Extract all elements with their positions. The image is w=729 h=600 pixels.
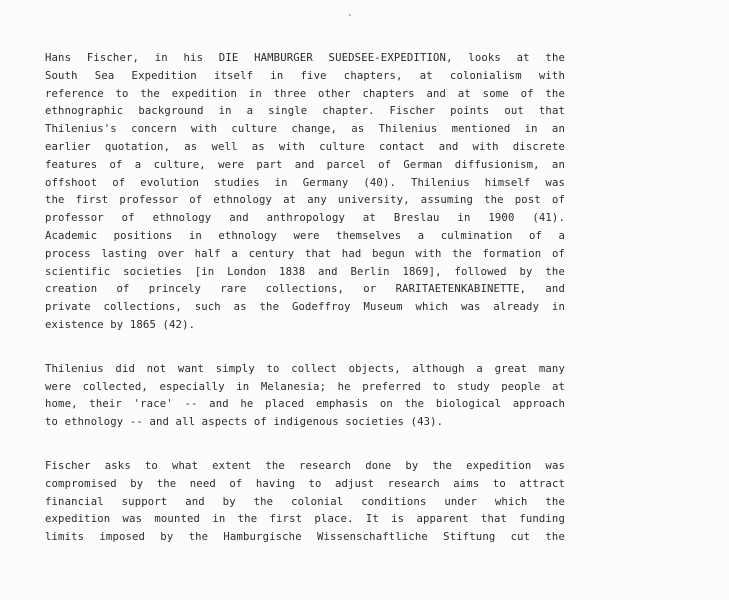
text-line: private collections, such as the Godeffroy Museum which was already in xyxy=(45,301,565,314)
text-line: professor of ethnology and anthropology at Breslau in 1900 (41). xyxy=(45,212,565,225)
document-page xyxy=(45,50,565,573)
scan-speck xyxy=(349,14,351,16)
text-line: expedition was mounted in the first place. It is apparent that funding xyxy=(45,513,565,526)
text-line: existence by 1865 (42). xyxy=(45,318,196,331)
text-line: Thilenius's concern with culture change, as Thilenius mentioned in an xyxy=(45,123,565,136)
text-line: Hans Fischer, in his DIE HAMBURGER SUEDSEE-EXPEDITION, looks at the xyxy=(45,52,565,64)
text-line: Fischer asks to what extent the research done by the expedition was xyxy=(45,459,565,472)
text-line: offshoot of evolution studies in Germany (40). Thilenius himself was xyxy=(45,176,565,189)
text-line: compromised by the need of having to adjust research aims to attract xyxy=(45,477,565,490)
text-line: reference to the expedition in three other chapters and at some of the xyxy=(45,87,565,100)
text-line: were collected, especially in Melanesia; he preferred to study people at xyxy=(45,380,565,393)
text-line: home, their 'race' -- and he placed emphasis on the biological approach xyxy=(45,398,565,411)
paragraph-2 xyxy=(45,361,565,432)
text-line: Thilenius did not want simply to collect objects, although a great many xyxy=(45,362,565,375)
paragraph-1 xyxy=(45,50,565,335)
text-line: to ethnology -- and all aspects of indigenous societies (43). xyxy=(45,416,444,429)
text-line: limits imposed by the Hamburgische Wissenschaftliche Stiftung cut the xyxy=(45,531,565,544)
text-line: earlier quotation, as well as with culture contact and with discrete xyxy=(45,140,565,153)
text-line: South Sea Expedition itself in five chapters, at colonialism with xyxy=(45,69,565,82)
text-line: creation of princely rare collections, or RARITAETENKABINETTE, and xyxy=(45,283,565,296)
text-line: scientific societies [in London 1838 and Berlin 1869], followed by the xyxy=(45,265,565,278)
text-line: ethnographic background in a single chapter. Fischer points out that xyxy=(45,105,565,118)
paragraph-3 xyxy=(45,458,565,547)
text-line: Academic positions in ethnology were themselves a culmination of a xyxy=(45,229,565,242)
text-line: process lasting over half a century that had begun with the formation of xyxy=(45,247,565,260)
text-line: features of a culture, were part and parcel of German diffusionism, an xyxy=(45,158,565,171)
text-line: the first professor of ethnology at any university, assuming the post of xyxy=(45,194,565,207)
text-line: financial support and by the colonial conditions under which the xyxy=(45,495,565,508)
